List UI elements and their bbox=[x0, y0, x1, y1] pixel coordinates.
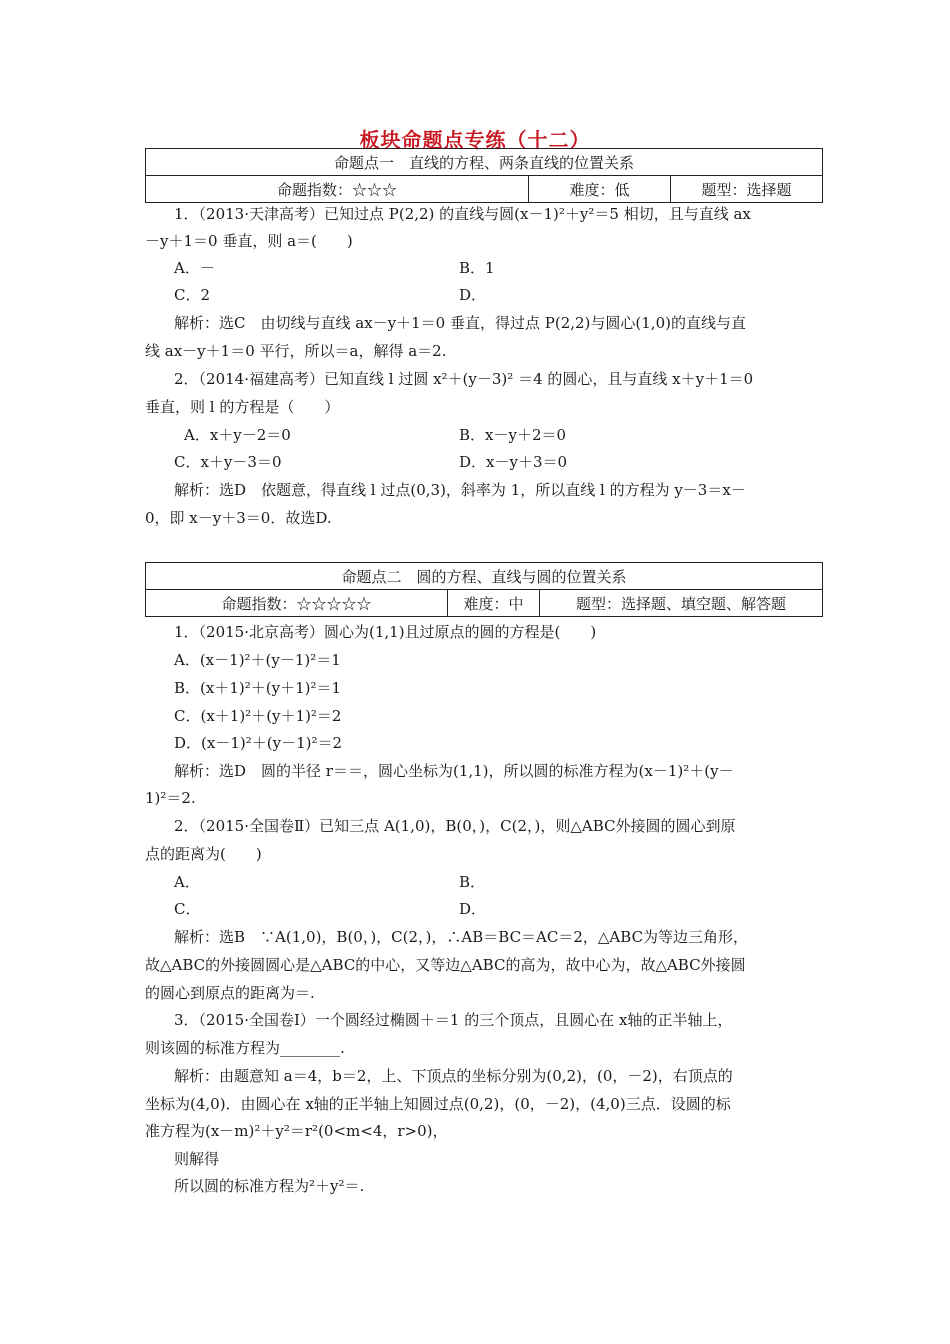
s2q3-stem-line1: 3．（2015·全国卷Ⅰ）一个圆经过椭圆＋＝1 的三个顶点，且圆心在 x轴的正半轴上， bbox=[174, 1011, 733, 1029]
section2-type: 题型：选择题、填空题、解答题 bbox=[540, 590, 823, 617]
s2q1-stem-line1: 1．（2015·北京高考）圆心为(1,1)且过原点的圆的方程是( ) bbox=[174, 623, 597, 641]
section1-type: 题型：选择题 bbox=[671, 176, 823, 203]
s2q3-solution-line2: 坐标为(4,0)．由圆心在 x轴的正半轴上知圆过点(0,2)，(0，－2)，(4,0)三点．设圆的标 bbox=[145, 1095, 731, 1113]
s1q2-option-a: A．x＋y－2＝0 bbox=[184, 426, 291, 444]
s1q1-option-d: D． bbox=[459, 286, 487, 304]
s2q2-option-d: D． bbox=[459, 900, 487, 918]
s2q1-option-a: A．(x－1)²＋(y－1)²＝1 bbox=[174, 651, 341, 669]
s2q1-solution-line2: 1)²＝2. bbox=[145, 789, 196, 807]
s2q2-option-c: C． bbox=[174, 900, 201, 918]
s2q2-option-b: B． bbox=[459, 873, 486, 891]
s1q1-solution-line2: 线 ax－y＋1＝0 平行，所以＝a，解得 a＝2. bbox=[145, 342, 447, 360]
s2q1-option-c: C．(x＋1)²＋(y＋1)²＝2 bbox=[174, 707, 342, 725]
section2-heading: 命题点二 圆的方程、直线与圆的位置关系 bbox=[146, 563, 823, 590]
section1-difficulty: 难度：低 bbox=[529, 176, 671, 203]
s1q1-option-c: C．2 bbox=[174, 286, 211, 304]
s1q2-solution-line2: 0，即 x－y＋3＝0．故选D. bbox=[145, 509, 332, 527]
s2q3-solution-line5: 所以圆的标准方程为²＋y²＝. bbox=[174, 1177, 365, 1195]
section2-difficulty: 难度：中 bbox=[448, 590, 540, 617]
s1q1-stem-line2: －y＋1＝0 垂直，则 a＝( ) bbox=[145, 232, 353, 250]
s1q1-option-b: B．1 bbox=[459, 259, 495, 277]
s2q2-solution-line1: 解析：选B ∵A(1,0)，B(0，)，C(2，)，∴AB＝BC＝AC＝2，△ABC为等边三角形， bbox=[174, 928, 749, 946]
s1q2-option-d: D．x－y＋3＝0 bbox=[459, 453, 568, 471]
s2q2-stem-line1: 2．（2015·全国卷Ⅱ）已知三点 A(1,0)，B(0，)，C(2，)，则△ABC外接圆的圆心到原 bbox=[174, 817, 736, 835]
s1q2-stem-line1: 2．（2014·福建高考）已知直线 l 过圆 x²＋(y－3)² ＝4 的圆心，且与直线 x＋y＋1＝0 bbox=[174, 370, 754, 388]
section1-index: 命题指数：☆☆☆ bbox=[146, 176, 529, 203]
section1-header-table bbox=[145, 148, 823, 203]
s1q2-solution-line1: 解析：选D 依题意，得直线 l 过点(0,3)，斜率为 1，所以直线 l 的方程为 y－3＝x－ bbox=[174, 481, 746, 499]
s2q3-solution-line3: 准方程为(x－m)²＋y²＝r²(0<m<4，r>0)， bbox=[145, 1122, 448, 1140]
s2q3-solution-line1: 解析：由题意知 a＝4，b＝2，上、下顶点的坐标分别为(0,2)，(0，－2)，右顶点的 bbox=[174, 1067, 733, 1085]
s2q1-option-b: B．(x＋1)²＋(y＋1)²＝1 bbox=[174, 679, 342, 697]
section2-header-table bbox=[145, 562, 823, 617]
s1q2-stem-line2: 垂直，则 l 的方程是（ ） bbox=[145, 398, 340, 416]
s2q2-option-a: A． bbox=[174, 873, 200, 891]
s2q1-option-d: D．(x－1)²＋(y－1)²＝2 bbox=[174, 734, 343, 752]
s2q2-stem-line2: 点的距离为( ) bbox=[145, 845, 262, 863]
s1q2-option-c: C．x＋y－3＝0 bbox=[174, 453, 282, 471]
section1-heading: 命题点一 直线的方程、两条直线的位置关系 bbox=[146, 149, 823, 176]
s1q2-option-b: B．x－y＋2＝0 bbox=[459, 426, 567, 444]
s2q1-solution-line1: 解析：选D 圆的半径 r＝＝，圆心坐标为(1,1)，所以圆的标准方程为(x－1)²＋(y－ bbox=[174, 762, 734, 780]
s1q1-solution-line1: 解析：选C 由切线与直线 ax－y＋1＝0 垂直，得过点 P(2,2)与圆心(1,0)的直线与直 bbox=[174, 314, 746, 332]
s2q3-stem-line2: 则该圆的标准方程为________. bbox=[145, 1039, 345, 1057]
section2-index: 命题指数：☆☆☆☆☆ bbox=[146, 590, 448, 617]
s1q1-stem-line1: 1．（2013·天津高考）已知过点 P(2,2) 的直线与圆(x－1)²＋y²＝5 相切，且与直线 ax bbox=[174, 205, 751, 223]
page-title: 板块命题点专练（十二） bbox=[359, 128, 591, 152]
s2q3-solution-line4: 则解得 bbox=[174, 1150, 220, 1168]
s2q2-solution-line3: 的圆心到原点的距离为＝. bbox=[145, 984, 315, 1002]
s1q1-option-a: A．－ bbox=[174, 259, 215, 277]
s2q2-solution-line2: 故△ABC的外接圆圆心是△ABC的中心，又等边△ABC的高为，故中心为，故△ABC外接圆 bbox=[145, 956, 746, 974]
